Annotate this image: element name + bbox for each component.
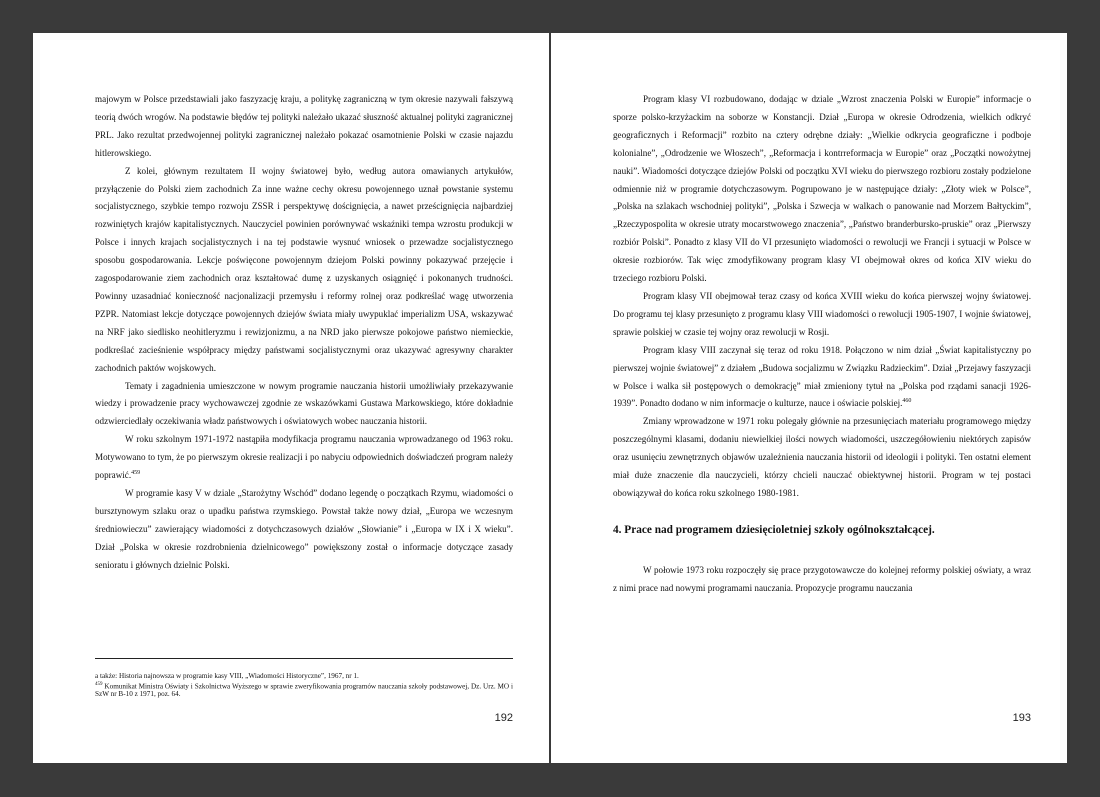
footnote: a także: Historia najnowsza w programie kasy VIII, „Wiadomości Historyczne”, 1967, nr 1. <box>95 672 359 680</box>
page-number: 193 <box>1012 712 1031 724</box>
right-page-text <box>613 91 1031 598</box>
paragraph-text: Program klasy VIII zaczynał się teraz od roku 1918. Połączono w nim dział „Świat kapitalistyczny po pierwszej wojnie światowej” z działem „Budowa socjalizmu w Związku Radzieckim”. Dział „Przejawy faszyzacji w Polsce i walka sił postępowych o demokrację” miał zmieniony tytuł na „Polska pod rządami sanacji 1926-1939”. Ponadto dodano w nim informacje o kulturze, nauce i oświacie polskiej. <box>613 344 1031 409</box>
right-page <box>551 33 1067 763</box>
paragraph: majowym w Polsce przedstawiali jako faszyzację kraju, a politykę zagraniczną w tym okresie nazywali fałszywą teorią dwóch wrogów. Na podstawie błędów tej polityki należało ukazać słuszność aktualnej polityki zagranicznej PRL. Jako rezultat przedwojennej polityki zagranicznej należało pokazać osamotnienie Polski w czasie najazdu hitlerowskiego. <box>95 94 513 158</box>
footnote-reference: 459 <box>131 470 141 476</box>
paragraph <box>613 342 1031 414</box>
left-page-text <box>95 91 513 574</box>
paragraph: W połowie 1973 roku rozpoczęły się prace przygotowawcze do kolejnej reformy polskiej oświaty, a wraz z nimi prace nad nowymi programami nauczania. Propozycje programu nauczania <box>613 564 1031 593</box>
paragraph: Tematy i zagadnienia umieszczone w nowym programie nauczania historii umożliwiały przekazywanie wiedzy i prowadzenie pracy wychowawczej zgodnie ze wskazówkami Gustawa Markowskiego, które dokładnie odzwierciedlały oczekiwania władz państwowych i oświatowych wobec nauczania historii. <box>95 380 513 427</box>
footnote-text: Komunikat Ministra Oświaty i Szkolnictwa Wyższego w sprawie zweryfikowania programów nauczania szkoły podstawowej, Dz. Urz. MO i SzW nr B-10 z 1971, poz. 64. <box>95 681 514 699</box>
paragraph: W programie kasy V w dziale „Starożytny Wschód” dodano legendę o początkach Rzymu, wiadomości o bursztynowym szlaku oraz o upadku państwa rzymskiego. Powstał także nowy dział, „Europa we wczesnym średniowieczu” zawierający wiadomości z dotychczasowych działów „Słowianie” i „Europa w IX i X wieku”. Dział „Polska w okresie rozdrobnienia dzielnicowego” powiększony został o informacje dotyczące zasady senioratu i głównych dzielnic Polski. <box>95 487 513 570</box>
paragraph <box>95 431 513 485</box>
footnote-reference: 460 <box>902 398 912 405</box>
section-heading: 4. Prace nad programem dziesięcioletniej szkoły ogólnokształcącej. <box>613 523 935 536</box>
footnotes <box>95 658 513 699</box>
paragraph: Zmiany wprowadzone w 1971 roku polegały głównie na przesunięciach materiału programowego między poszczególnymi klasami, dodaniu niewielkiej ilości nowych wiadomości, uszczegółowieniu niektórych zapisów oraz usunięciu zewnętrznych objawów uzależnienia nauczania historii od ideologii i polityki. Ten ostatni element miał duże znaczenie dla nauczycieli, którzy chcieli nauczać obiektywnej historii. Program w tej postaci obowiązywał do końca roku szkolnego 1980-1981. <box>613 416 1031 498</box>
paragraph: Program klasy VI rozbudowano, dodając w dziale „Wzrost znaczenia Polski w Europie” informacje o sporze polsko-krzyżackim na soborze w Konstancji. Dział „Europa w okresie Odrodzenia, wielkich odkryć geograficznych i Reformacji” rozbito na cztery odrębne działy: „Wielkie odkrycia geograficzne i podboje kolonialne”, „Odrodzenie we Włoszech”, „Reformacja i kontrreformacja w Europie” oraz „Początki nowożytnej nauki”. Wiadomości dotyczące dziejów Polski od początku XVI wieku do pierwszego rozbioru zostały podzielone odmiennie niż w programie dotychczasowym. Pogrupowano je w następujące działy: „Złoty wiek w Polsce”, „Polska na szlakach wschodniej polityki”, „Polska i Szwecja w walkach o panowanie nad Morzem Bałtyckim”, „Rzeczypospolita w okresie utraty mocarstwowego znaczenia”, „Państwo branderbursko-pruskie” oraz „Pierwszy rozbiór Polski”. Ponadto z klasy VII do VI przesunięto wiadomości o rewolucji we Francji i sytuacji w Polsce w okresie rozbiorów. Tak więc zmodyfikowany program klasy VI obejmował okres od końca XIV wieku do trzeciego rozbioru Polski. <box>613 94 1031 284</box>
footnote <box>95 681 513 699</box>
page-number: 192 <box>494 712 513 724</box>
paragraph-text: W roku szkolnym 1971-1972 nastąpiła modyfikacja programu nauczania wprowadzanego od 1963 roku. Motywowano to tym, że po pierwszym okresie realizacji i po nabyciu odpowiednich doświadczeń program należy poprawić. <box>95 434 513 481</box>
footnote-number: 459 <box>95 681 103 687</box>
paragraph: Z kolei, głównym rezultatem II wojny światowej było, według autora omawianych artykułów, przyłączenie do Polski ziem zachodnich Za inne ważne cechy okresu powojennego uznał powstanie systemu socjalistycznego, szybkie tempo rozwoju ZSSR i perspektywę doścignięcia, a nawet prześcignięcia najbardziej rozwiniętych krajów kapitalistycznych. Nauczyciel powinien porównywać wskaźniki tempa wzrostu produkcji w Polsce i innych krajach socjalistycznych i na tej podstawie wysnuć wniosek o przewadze socjalistycznego sposobu gospodarowania. Lekcje poświęcone powojennym dziejom Polski powinny pokazywać przejęcie i zagospodarowanie ziem zachodnich oraz kształtować dumę z uzyskanych osiągnięć i pokonanych trudności. Powinny uzasadniać konieczność nacjonalizacji przemysłu i reformy rolnej oraz podkreślać wagę utworzenia PZPR. Natomiast lekcje dotyczące powojennych dziejów świata miały uwypuklać imperializm USA, wskazywać na NRF jako siedlisko neohitleryzmu i rewizjonizmu, a na NRD jako pierwsze pokojowe państwo niemieckie, podkreślać zacieśnienie współpracy między państwami socjalistycznymi oraz ukazywać agresywny charakter zachodnich paktów wojskowych. <box>95 165 513 373</box>
paragraph: Program klasy VII obejmował teraz czasy od końca XVIII wieku do końca pierwszej wojny światowej. Do programu tej klasy przesunięto z programu klasy VIII wiadomości o rewolucji 1905-1907, I wojnie światowej, sprawie polskiej w czasie tej wojny oraz rewolucji w Rosji. <box>613 290 1031 337</box>
left-page <box>33 33 549 763</box>
footnote-divider <box>95 658 513 659</box>
